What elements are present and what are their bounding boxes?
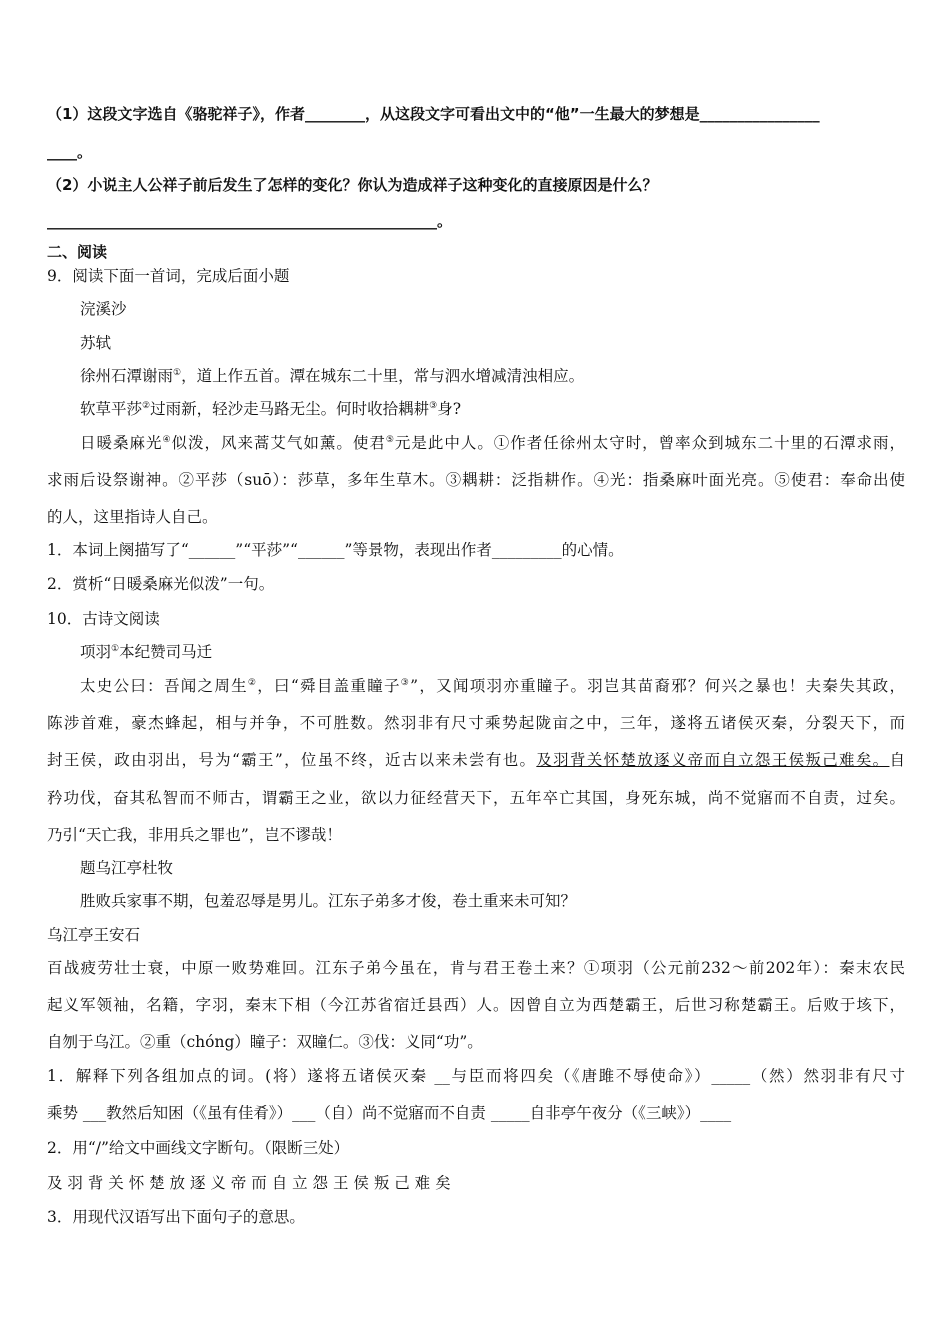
q10-notes-line-2: 起义军领袖，名籍，字羽，秦末下相（今江苏省宿迁县西）人。因曾自立为西楚霸王，后世习称楚霸王。后败于垓下，: [47, 996, 905, 1014]
footnote-marker: ①: [173, 368, 182, 378]
poem2-title: 乌江亭王安石: [47, 926, 141, 944]
footnote-marker: ③: [400, 678, 411, 688]
section-heading-reading: 二、阅读: [47, 243, 108, 261]
poem1-text: 胜败兵家事不期，包羞忍辱是男儿。江东子弟多才俊，卷土重来未可知？: [80, 892, 577, 910]
q9-notes-line-3: 的人，这里指诗人自己。: [47, 508, 218, 526]
passage-line-5: 乃引“天亡我，非用兵之罪也”，岂不谬哉！: [47, 826, 342, 844]
p1-text-b: ，曰“舜目盖重瞳子: [257, 677, 401, 695]
question-2-answer-blank: ____________________________________________________。: [47, 212, 453, 230]
q10-notes-line-3: 自刎于乌江。②重（chóng）瞳子：双瞳仁。③伐：义同“功”。: [47, 1033, 483, 1051]
question-1-continued: ____。: [47, 143, 93, 161]
footnote-marker: ②: [142, 401, 151, 411]
p1-text-c: ”，又闻项羽亦重瞳子。羽岂其苗裔邪？何兴之暴也！夫秦失其政，: [410, 677, 905, 695]
preface-text-a: 徐州石潭谢雨: [80, 367, 174, 385]
footnote-marker: ⑤: [385, 435, 395, 445]
preface-text-b: ，道上作五首。潭在城东二十里，常与泗水增减清浊相应。: [181, 367, 585, 385]
q10-subquestion-3: 3．用现代汉语写出下面句子的意思。: [47, 1208, 305, 1226]
q10-subquestion-1-line-1: 1．解释下列各组加点的词。(将）遂将五诸侯灭秦 __与臣而将四矣（《唐雎不辱使命》）_____（然）然羽非有尺寸: [47, 1067, 905, 1085]
footnote-marker: ①: [111, 644, 120, 654]
q10-title: [80, 642, 212, 662]
q10-title-b: 本纪赞司马迁: [119, 643, 213, 661]
p3-text-b: 自: [889, 751, 905, 769]
line1-text-a: 软草平莎: [80, 400, 143, 418]
q10-subquestion-1-line-2: 乘势 ___教然后知困（《虽有佳肴》）___（自）尚不觉寤而不自责 _____自非亭午夜分（《三峡》）____: [47, 1104, 732, 1122]
q9-subquestion-2: 2．赏析“日暖桑麻光似泼”一句。: [47, 575, 275, 593]
line2-text-c: 元是此中人。①作者任徐州太守时，曾率众到城东二十里的石潭求雨，: [394, 434, 905, 452]
question-2-text: （2）小说主人公祥子前后发生了怎样的变化？你认为造成祥子这种变化的直接原因是什么？: [47, 176, 658, 194]
question-1-text: （1）这段文字选自《骆驼祥子》，作者________，从这段文字可看出文中的“他”一生最大的梦想是________________: [47, 105, 820, 123]
poem-preface: [80, 366, 584, 386]
q9-subquestion-1: 1．本词上阕描写了“______”“平莎”“______”等景物，表现出作者_________的心情。: [47, 541, 624, 559]
passage-line-1: [80, 676, 905, 696]
q10-subquestion-2: 2．用“/”给文中画线文字断句。（限断三处）: [47, 1139, 350, 1157]
poem-line-2-with-notes: [80, 433, 905, 453]
poem-author: 苏轼: [80, 334, 112, 352]
line1-text-c: 身?: [437, 400, 461, 418]
footnote-marker: ②: [247, 678, 258, 688]
q10-title-a: 项羽: [80, 643, 112, 661]
q9-notes-line-2: 求雨后设祭谢神。②平莎（suō）：莎草，多年生草木。③耦耕：泛指耕作。④光：指桑麻叶面光亮。⑤使君：奉命出使: [47, 471, 905, 489]
q10-intro: 10．古诗文阅读: [47, 610, 160, 628]
poem-line-1: [80, 399, 461, 419]
passage-line-3: [47, 750, 905, 770]
passage-line-2: 陈涉首难，豪杰蜂起，相与并争，不可胜数。然羽非有尺寸乘势起陇亩之中，三年，遂将五诸侯灭秦，分裂天下，而: [47, 714, 905, 732]
p3-text-a: 封王侯，政由羽出，号为“霸王”，位虽不终，近古以来未尝有也。: [47, 751, 537, 769]
footnote-marker: ③: [429, 401, 438, 411]
line1-text-b: 过雨新，轻沙走马路无尘。何时收拾耦耕: [150, 400, 430, 418]
q10-subquestion-2-characters: 及 羽 背 关 怀 楚 放 逐 义 帝 而 自 立 怨 王 侯 叛 己 难 矣: [47, 1174, 451, 1192]
p1-text-a: 太史公曰：吾闻之周生: [80, 677, 248, 695]
underlined-sentence: 及羽背关怀楚放逐义帝而自立怨王侯叛己难矣。: [536, 751, 890, 769]
line2-text-b: 似泼，风来蒿艾气如薰。使君: [171, 434, 386, 452]
poem2-text-with-notes: 百战疲劳壮士衰，中原一败势难回。江东子弟今虽在，肯与君王卷土来？①项羽（公元前232～前202年）：秦末农民: [47, 959, 905, 977]
q9-intro: 9．阅读下面一首词，完成后面小题: [47, 267, 290, 285]
passage-line-4: 矜功伐，奋其私智而不师古，谓霸王之业，欲以力征经营天下，五年卒亡其国，身死东城，尚不觉寤而不自责，过矣。: [47, 789, 905, 807]
line2-text-a: 日暖桑麻光: [80, 434, 163, 452]
poem-title: 浣溪沙: [80, 300, 127, 318]
poem1-title: 题乌江亭杜牧: [80, 859, 174, 877]
footnote-marker: ④: [162, 435, 172, 445]
